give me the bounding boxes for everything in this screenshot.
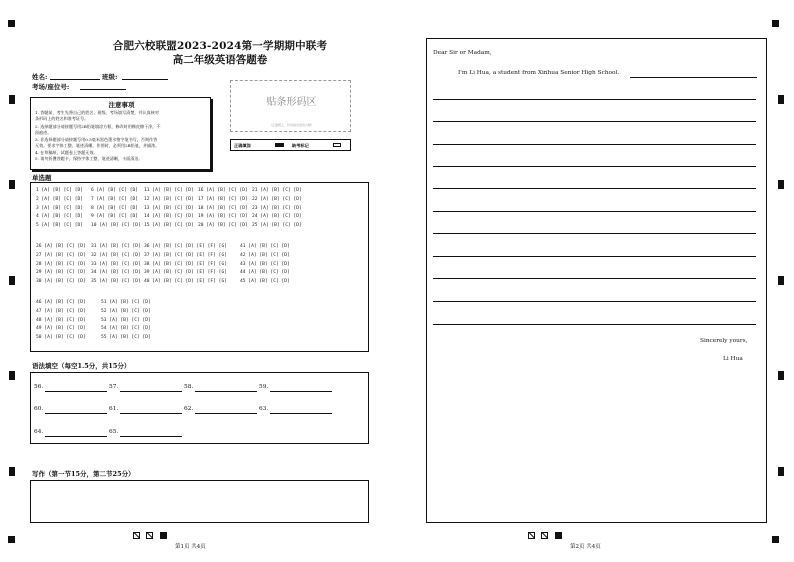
side-mark [9, 467, 15, 476]
mc-question-13[interactable]: 13 [A] [B] [C] [D] [144, 205, 194, 211]
mc-question-6[interactable]: 6 [A] [B] [C] [D] [91, 188, 139, 193]
exam-title: 合肥六校联盟2023-2024第一学期期中联考 [112, 40, 328, 52]
mc-question-36[interactable]: 36 [A] [B] [C] [D] [E] [F] [G] [144, 244, 227, 249]
mc-question-8[interactable]: 8 [A] [B] [C] [D] [91, 205, 139, 211]
mc-question-33[interactable]: 33 [A] [B] [C] [D] [91, 261, 141, 267]
writing-line[interactable] [433, 188, 756, 189]
mc-question-9[interactable]: 9 [A] [B] [C] [D] [91, 214, 139, 220]
letter-opening: I'm Li Hua, a student from Xinhua Senior High School. [458, 70, 620, 76]
mc-question-41[interactable]: 41 [A] [B] [C] [D] [240, 244, 290, 249]
grammar-number-61: 61. [109, 406, 119, 412]
writing-line[interactable] [433, 256, 756, 257]
mc-question-4[interactable]: 4 [A] [B] [C] [D] [36, 214, 84, 220]
mc-question-53[interactable]: 53 [A] [B] [C] [D] [101, 317, 151, 323]
writing-line[interactable] [630, 77, 757, 78]
writing-line[interactable] [433, 99, 756, 100]
mc-question-5[interactable]: 5 [A] [B] [C] [D] [36, 223, 84, 229]
grammar-answer-line[interactable] [195, 391, 257, 392]
side-mark [9, 95, 15, 104]
page-mark-filled [555, 532, 562, 539]
mc-question-44[interactable]: 44 [A] [B] [C] [D] [240, 270, 290, 276]
page-number: 第1页 共4页 [175, 544, 206, 550]
side-mark [9, 371, 15, 380]
letter-salutation: Dear Sir or Madam, [433, 50, 492, 56]
mc-question-38[interactable]: 38 [A] [B] [C] [D] [E] [F] [G] [144, 261, 227, 267]
mc-question-40[interactable]: 40 [A] [B] [C] [D] [E] [F] [G] [144, 279, 227, 285]
mc-question-48[interactable]: 48 [A] [B] [C] [D] [36, 317, 86, 323]
correct-fill-label: 正确填涂 [234, 143, 251, 148]
grammar-number-56: 56. [34, 384, 44, 390]
notice-line: 2. 选择题部分请按题号用2B铅笔填涂方框，修改时用橡皮擦干净，不 [35, 124, 161, 129]
page-mark-x [133, 532, 140, 539]
notice-line: 1. 答题前，考生先将自己的姓名、班级、考场填写清楚，并认真核对 [35, 110, 159, 115]
name-label: 姓名: [32, 73, 48, 81]
side-mark [778, 180, 784, 189]
mc-question-34[interactable]: 34 [A] [B] [C] [D] [91, 270, 141, 276]
corner-mark [772, 20, 779, 27]
notice-title: 注意事项 [108, 101, 135, 109]
side-mark [778, 371, 784, 380]
corner-mark [8, 536, 15, 543]
mc-question-50[interactable]: 50 [A] [B] [C] [D] [36, 335, 86, 341]
exam-subtitle: 高二年级英语答题卷 [172, 54, 268, 66]
mc-section-title: 单选题 [32, 174, 52, 182]
notice-line: 5. 请勿折叠答题卡，保持字体工整、笔迹清晰，卡面清洁。 [35, 156, 143, 161]
mc-question-55[interactable]: 55 [A] [B] [C] [D] [101, 335, 151, 341]
mc-question-35[interactable]: 35 [A] [B] [C] [D] [91, 279, 141, 285]
class-label: 班级: [102, 73, 118, 81]
page-mark-x [541, 532, 548, 539]
mc-answer-box [30, 182, 369, 352]
absent-mark-label: 缺考标记 [292, 143, 309, 148]
mc-question-32[interactable]: 32 [A] [B] [C] [D] [91, 252, 141, 258]
notice-line: 3. 非选择题部分请按题号用0.5毫米黑色墨水签字笔书写，否则作答 [35, 137, 158, 142]
mc-question-43[interactable]: 43 [A] [B] [C] [D] [240, 261, 290, 267]
mc-question-14[interactable]: 14 [A] [B] [C] [D] [144, 214, 194, 220]
mc-question-18[interactable]: 18 [A] [B] [C] [D] [198, 205, 248, 211]
side-mark [9, 276, 15, 285]
writing-line[interactable] [433, 301, 756, 302]
corner-mark [8, 20, 15, 27]
class-field[interactable] [122, 79, 168, 80]
name-field[interactable] [50, 79, 100, 80]
fill-example-box [230, 139, 351, 151]
grammar-answer-line[interactable] [120, 413, 182, 414]
page-number: 第2页 共4页 [570, 544, 601, 550]
letter-closing: Sincerely yours, [700, 338, 748, 344]
mc-question-10[interactable]: 10 [A] [B] [C] [D] [91, 223, 141, 229]
grammar-number-59: 59. [259, 384, 269, 390]
side-mark [778, 95, 784, 104]
absent-mark-box[interactable] [333, 143, 341, 147]
grammar-number-65: 65. [109, 429, 119, 435]
page-mark-filled [160, 532, 167, 539]
barcode-subtitle: （正面朝上，切勿贴出虚线方框） [268, 123, 314, 127]
writing-section-title: 写作（第一节15分，第二节25分） [32, 470, 135, 478]
grammar-number-58: 58. [184, 384, 194, 390]
page-mark-x [146, 532, 153, 539]
grammar-number-62: 62. [184, 406, 194, 412]
mc-question-29[interactable]: 29 [A] [B] [C] [D] [36, 270, 86, 276]
mc-question-16[interactable]: 16 [A] [B] [C] [D] [198, 188, 248, 193]
corner-mark [772, 536, 779, 543]
mc-question-19[interactable]: 19 [A] [B] [C] [D] [198, 214, 248, 220]
mc-question-46[interactable]: 46 [A] [B] [C] [D] [36, 300, 86, 305]
grammar-answer-line[interactable] [45, 391, 107, 392]
grammar-answer-line[interactable] [270, 391, 332, 392]
mc-question-30[interactable]: 30 [A] [B] [C] [D] [36, 279, 86, 285]
mc-question-20[interactable]: 20 [A] [B] [C] [D] [198, 223, 248, 229]
mc-question-21[interactable]: 21 [A] [B] [C] [D] [252, 188, 302, 193]
mc-question-42[interactable]: 42 [A] [B] [C] [D] [240, 252, 290, 258]
mc-question-28[interactable]: 28 [A] [B] [C] [D] [36, 261, 86, 267]
notice-line: 留痕迹。 [35, 130, 52, 135]
mc-question-2[interactable]: 2 [A] [B] [C] [D] [36, 196, 84, 202]
writing-line[interactable] [433, 233, 756, 234]
grammar-number-64: 64. [34, 429, 44, 435]
side-mark [778, 276, 784, 285]
writing-line[interactable] [433, 121, 756, 122]
grammar-answer-line[interactable] [195, 413, 257, 414]
side-mark [9, 180, 15, 189]
grammar-number-60: 60. [34, 406, 44, 412]
grammar-answer-line[interactable] [120, 391, 182, 392]
mc-question-47[interactable]: 47 [A] [B] [C] [D] [36, 308, 86, 314]
mc-question-11[interactable]: 11 [A] [B] [C] [D] [144, 188, 194, 193]
mc-question-22[interactable]: 22 [A] [B] [C] [D] [252, 196, 302, 202]
notice-line: 无效。要求字体工整、笔迹清晰。作图时，必须用2B铅笔，并描浓。 [35, 143, 160, 148]
writing-line[interactable] [433, 144, 756, 145]
grammar-answer-line[interactable] [45, 413, 107, 414]
writing-line[interactable] [433, 278, 756, 279]
barcode-title: 贴条形码区 [266, 97, 317, 108]
mc-question-7[interactable]: 7 [A] [B] [C] [D] [91, 196, 139, 202]
page-mark-x [528, 532, 535, 539]
mc-question-54[interactable]: 54 [A] [B] [C] [D] [101, 326, 151, 332]
side-mark [778, 467, 784, 476]
exam-room-label: 考场/座位号: [32, 83, 70, 91]
mc-question-39[interactable]: 39 [A] [B] [C] [D] [E] [F] [G] [144, 270, 227, 276]
mc-question-24[interactable]: 24 [A] [B] [C] [D] [252, 214, 302, 220]
mc-question-3[interactable]: 3 [A] [B] [C] [D] [36, 205, 84, 211]
grammar-answer-line[interactable] [270, 413, 332, 414]
mc-question-37[interactable]: 37 [A] [B] [C] [D] [E] [F] [G] [144, 252, 227, 258]
mc-question-26[interactable]: 26 [A] [B] [C] [D] [36, 244, 86, 249]
grammar-number-57: 57. [109, 384, 119, 390]
letter-signature: Li Hua [723, 356, 743, 362]
writing-line[interactable] [433, 324, 756, 325]
grammar-number-63: 63. [259, 406, 269, 412]
mc-question-27[interactable]: 27 [A] [B] [C] [D] [36, 252, 86, 258]
writing-answer-box[interactable] [30, 480, 369, 523]
mc-question-31[interactable]: 31 [A] [B] [C] [D] [91, 244, 141, 249]
exam-room-field[interactable] [80, 89, 126, 90]
correct-fill-sample [275, 143, 284, 147]
mc-question-52[interactable]: 52 [A] [B] [C] [D] [101, 308, 151, 314]
barcode-area [230, 80, 351, 132]
letter-writing-box[interactable] [426, 38, 767, 523]
grammar-answer-line[interactable] [120, 436, 182, 437]
grammar-answer-box [30, 372, 369, 444]
notice-line: 4. 在草稿纸、试题卷上答题无效。 [35, 150, 98, 155]
writing-line[interactable] [433, 166, 756, 167]
writing-line[interactable] [433, 211, 756, 212]
mc-question-17[interactable]: 17 [A] [B] [C] [D] [198, 196, 248, 202]
mc-question-23[interactable]: 23 [A] [B] [C] [D] [252, 205, 302, 211]
notice-line: 条形码上的姓名和准考证号。 [35, 116, 89, 121]
mc-question-12[interactable]: 12 [A] [B] [C] [D] [144, 196, 194, 202]
mc-question-51[interactable]: 51 [A] [B] [C] [D] [101, 300, 151, 305]
mc-question-1[interactable]: 1 [A] [B] [C] [D] [36, 188, 84, 193]
grammar-answer-line[interactable] [45, 436, 107, 437]
notice-box [30, 97, 211, 170]
grammar-section-title: 语法填空（每空1.5分，共15分） [32, 362, 131, 370]
mc-question-49[interactable]: 49 [A] [B] [C] [D] [36, 326, 86, 332]
mc-question-45[interactable]: 45 [A] [B] [C] [D] [240, 279, 290, 285]
mc-question-15[interactable]: 15 [A] [B] [C] [D] [144, 223, 194, 229]
mc-question-25[interactable]: 25 [A] [B] [C] [D] [252, 223, 302, 229]
